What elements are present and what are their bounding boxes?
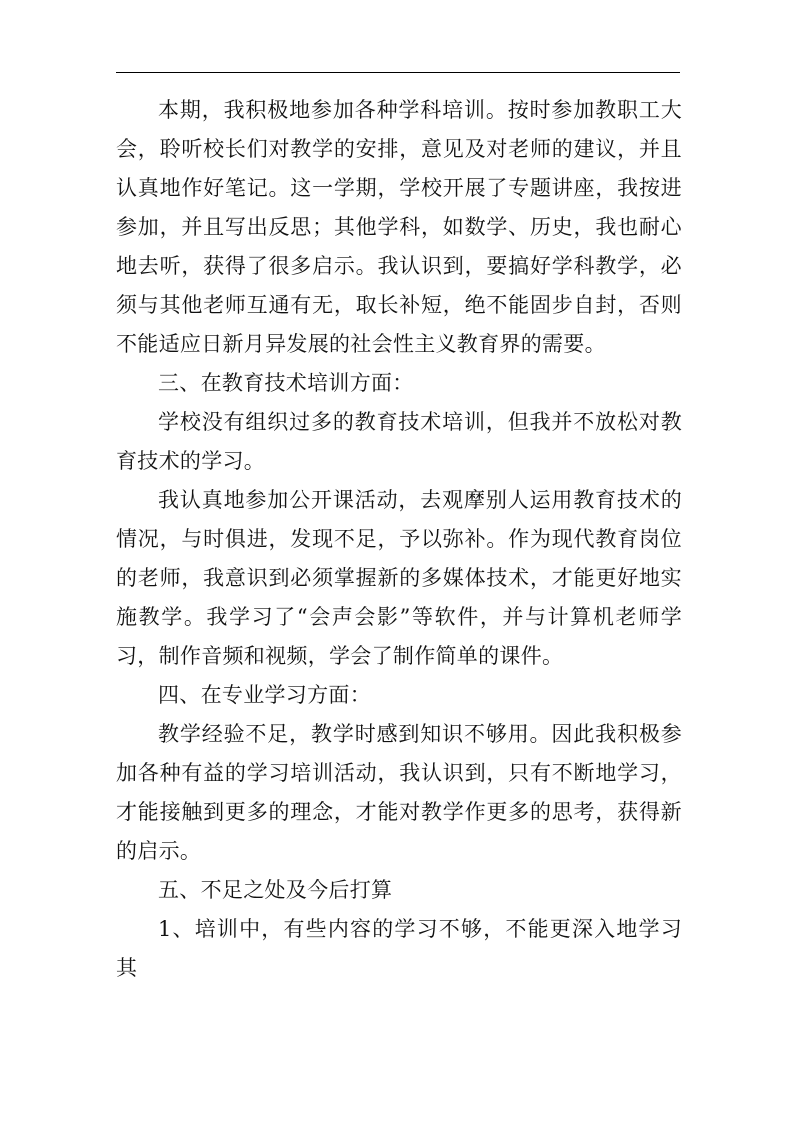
paragraph-shortcoming-1: 1、培训中，有些内容的学习不够，不能更深入地学习其	[116, 917, 682, 980]
paragraph-open-class: 我认真地参加公开课活动，去观摩别人运用教育技术的情况，与时俱进，发现不足，予以弥补。作为现代教育岗位的老师，我意识到必须掌握新的多媒体技术，才能更好地实施教学。我学习了“会声会影”等软件，并与计算机老师学习，制作音频和视频，学会了制作简单的课件。	[116, 488, 682, 668]
heading-professional-learning: 四、在专业学习方面：	[158, 683, 371, 707]
paragraph-technology-learning: 学校没有组织过多的教育技术培训，但我并不放松对教育技术的学习。	[116, 410, 682, 473]
paragraph-professional-learning: 教学经验不足，教学时感到知识不够用。因此我积极参加各种有益的学习培训活动，我认识到，只有不断地学习，才能接触到更多的理念，才能对教学作更多的思考，获得新的启示。	[116, 722, 682, 863]
heading-education-technology: 三、在教育技术培训方面：	[158, 371, 414, 395]
paragraph-subject-training: 本期，我积极地参加各种学科培训。按时参加教职工大会，聆听校长们对教学的安排，意见及对老师的建议，并且认真地作好笔记。这一学期，学校开展了专题讲座，我按进参加，并且写出反思；其他学科，如数学、历史，我也耐心地去听，获得了很多启示。我认识到，要搞好学科教学，必须与其他老师互通有无，取长补短，绝不能固步自封，否则不能适应日新月异发展的社会性主义教育界的需要。	[116, 98, 682, 356]
document-body	[116, 91, 682, 988]
header-divider	[116, 72, 680, 73]
heading-shortcomings-plans: 五、不足之处及今后打算	[158, 878, 393, 902]
